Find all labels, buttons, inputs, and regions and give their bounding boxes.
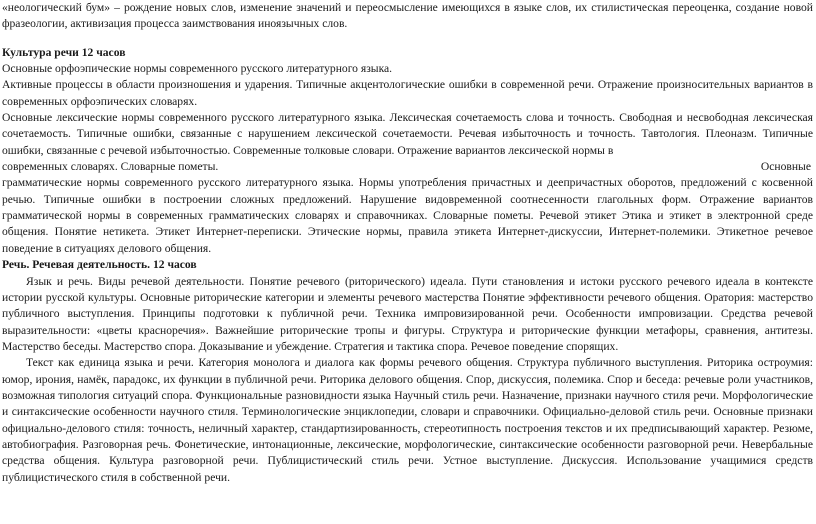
- culture-grammar-paragraph: грамматические нормы современного русского литературного языка. Нормы употребления причастных и деепричастных оборотов, предложений с косвенной речью. Типичные ошибки в построении сложных предложений. Нарушение видовременной соотнесенности глагольных форм. Отражение вариантов грамматической нормы в современных грамматических словарях и справочниках. Словарные пометы. Речевой этикет Этика и этикет в электронной среде общения. Понятие нетикета. Этикет Интернет-переписки. Этические нормы, правила этикета Интернет-дискуссии, Интернет-полемики. Этикетное речевое поведение в ситуациях делового общения.: [2, 176, 813, 255]
- paragraph-spacer: [2, 33, 813, 45]
- culture-pronunciation-paragraph: Активные процессы в области произношения и ударения. Типичные акцентологические ошибки в современной речи. Отражение произносительных вариантов в современных орфоэпических словарях.: [2, 78, 813, 108]
- speech-text-styles-paragraph: Текст как единица языка и речи. Категория монолога и диалога как формы речевого общения. Структура публичного выступления. Риторика остроумия: юмор, ирония, намёк, парадокс, их функции в публичной речи. Риторика делового общения. Спор, дискуссия, полемика. Спор и беседа: речевые роли участников, возможная типология ситуаций спора. Функциональные разновидности языка Научный стиль речи. Назначение, признаки научного стиля речи. Морфологические и синтаксические особенности научного стиля. Терминологические энциклопедии, словари и справочники. Официально-деловой стиль речи. Основные признаки официально-делового стиля: точность, неличный характер, стандартизированность, стереотипность построения текстов и их предписывающий характер. Резюме, автобиография. Разговорная речь. Фонетические, интонационные, лексические, морфологические, синтаксические особенности разговорной речи. Невербальные средства общения. Культура разговорной речи. Публицистический стиль речи. Устное выступление. Дискуссия. Использование учащимися средств публицистического стиля в собственной речи.: [2, 356, 813, 484]
- document-page: [2, 0, 813, 486]
- culture-dictionary-marks-line: [2, 159, 813, 175]
- dictionary-marks-continuation: Основные: [760, 160, 811, 174]
- section-heading-speech: Речь. Речевая деятельность. 12 часов: [2, 258, 197, 272]
- culture-lexical-paragraph: Основные лексические нормы современного русского литературного языка. Лексическая сочетаемость слова и точность. Свободная и несвободная лексическая сочетаемость. Типичные ошибки, связанные с нарушением лексической сочетаемости. Речевая избыточность и точность. Тавтология. Плеоназм. Типичные ошибки, связанные с речевой избыточностью. Современные толковые словари. Отражение вариантов лексической нормы в: [2, 111, 813, 157]
- dictionary-marks-text: современных словарях. Словарные пометы.: [2, 160, 219, 174]
- speech-rhetoric-paragraph: Язык и речь. Виды речевой деятельности. Понятие речевого (риторического) идеала. Пути становления и истоки русского речевого идеала в контексте истории русской культуры. Основные риторические категории и элементы речевого мастерства Понятие эффективности речевого общения. Оратория: мастерство публичного выступления. Принципы подготовки к публичной речи. Техника импровизированной речи. Особенности импровизации. Средства речевой выразительности: «цветы красноречия». Важнейшие риторические тропы и фигуры. Структура и риторические функции метафоры, сравнения, антитезы. Мастерство беседы. Мастерство спора. Доказывание и убеждение. Стратегия и тактика спора. Речевое поведение спорящих.: [2, 274, 813, 353]
- intro-paragraph: «неологический бум» – рождение новых слов, изменение значений и переосмысление имеющихся в языке слов, их стилистическая переоценка, создание новой фразеологии, активизация процесса заимствования иноязычных слов.: [2, 1, 813, 31]
- section-heading-culture: Культура речи 12 часов: [2, 45, 126, 59]
- culture-orthoepic-line: Основные орфоэпические нормы современного русского литературного языка.: [2, 62, 393, 76]
